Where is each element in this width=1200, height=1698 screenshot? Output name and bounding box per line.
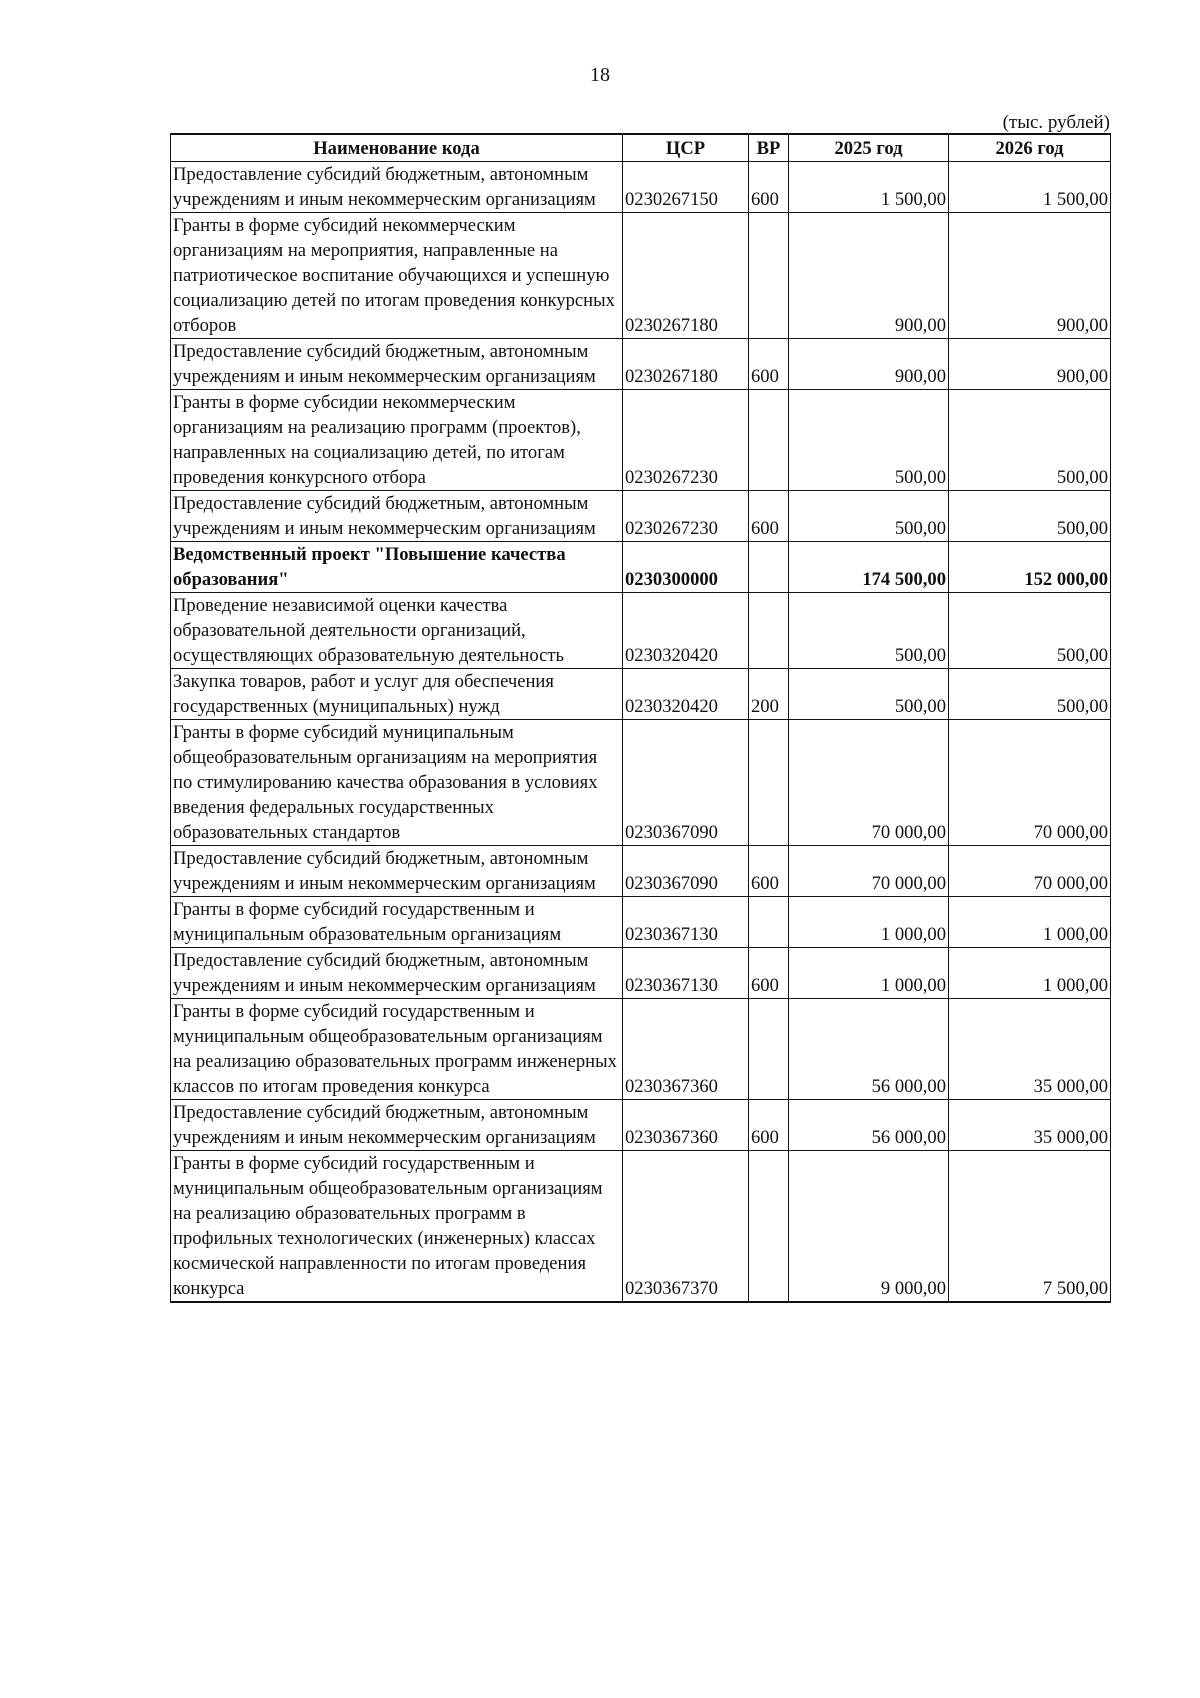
cell-csr: 0230367130 [623,897,749,948]
table-row [171,669,1111,720]
table-row [171,491,1111,542]
cell-vr: 600 [749,948,789,999]
cell-vr [749,999,789,1100]
cell-csr: 0230367370 [623,1151,749,1303]
cell-vr: 200 [749,669,789,720]
cell-2025: 500,00 [789,669,949,720]
table-row [171,948,1111,999]
cell-vr: 600 [749,846,789,897]
cell-2026: 35 000,00 [949,999,1111,1100]
table-row [171,720,1111,846]
page-number: 18 [590,64,610,86]
cell-csr: 0230367090 [623,846,749,897]
cell-2025: 500,00 [789,593,949,669]
table-row [171,1100,1111,1151]
cell-csr: 0230320420 [623,593,749,669]
cell-2025: 500,00 [789,390,949,491]
cell-2025: 56 000,00 [789,1100,949,1151]
table-row [171,593,1111,669]
cell-2025: 9 000,00 [789,1151,949,1303]
table-row [171,1151,1111,1303]
table-row [171,897,1111,948]
cell-vr: 600 [749,1100,789,1151]
cell-name: Предоставление субсидий бюджетным, автономным учреждениям и иным некоммерческим организациям [171,491,623,542]
header-vr: ВР [749,134,789,162]
cell-name: Предоставление субсидий бюджетным, автономным учреждениям и иным некоммерческим организациям [171,339,623,390]
cell-vr [749,720,789,846]
cell-name: Предоставление субсидий бюджетным, автономным учреждениям и иным некоммерческим организациям [171,1100,623,1151]
cell-csr: 0230267230 [623,491,749,542]
cell-2026: 1 000,00 [949,897,1111,948]
cell-csr: 0230267230 [623,390,749,491]
cell-vr: 600 [749,339,789,390]
cell-name: Предоставление субсидий бюджетным, автономным учреждениям и иным некоммерческим организациям [171,162,623,213]
cell-csr: 0230300000 [623,542,749,593]
cell-2026: 500,00 [949,593,1111,669]
table-row [171,542,1111,593]
table-row [171,390,1111,491]
cell-name: Предоставление субсидий бюджетным, автономным учреждениям и иным некоммерческим организациям [171,846,623,897]
cell-2025: 174 500,00 [789,542,949,593]
cell-2025: 1 000,00 [789,948,949,999]
cell-2026: 1 500,00 [949,162,1111,213]
cell-vr [749,897,789,948]
cell-2026: 500,00 [949,669,1111,720]
cell-csr: 0230267180 [623,339,749,390]
cell-name: Гранты в форме субсидий государственным и муниципальным общеобразовательным организациям на реализацию образовательных программ в профильных технологических (инженерных) классах космической направленности по итогам проведения конкурса [171,1151,623,1303]
cell-name: Закупка товаров, работ и услуг для обеспечения государственных (муниципальных) нужд [171,669,623,720]
cell-csr: 0230367360 [623,1100,749,1151]
cell-2026: 70 000,00 [949,846,1111,897]
cell-vr [749,213,789,339]
cell-2025: 56 000,00 [789,999,949,1100]
cell-2026: 152 000,00 [949,542,1111,593]
header-2026: 2026 год [949,134,1111,162]
cell-2025: 70 000,00 [789,720,949,846]
cell-2025: 900,00 [789,213,949,339]
cell-name: Проведение независимой оценки качества образовательной деятельности организаций, осуществляющих образовательную деятельность [171,593,623,669]
cell-csr: 0230267180 [623,213,749,339]
table-row [171,339,1111,390]
table-row [171,846,1111,897]
cell-vr [749,1151,789,1303]
cell-name: Ведомственный проект "Повышение качества образования" [171,542,623,593]
cell-vr [749,593,789,669]
cell-2026: 900,00 [949,213,1111,339]
header-csr: ЦСР [623,134,749,162]
cell-2025: 1 500,00 [789,162,949,213]
table-row [171,213,1111,339]
budget-table [170,133,1111,1303]
header-name: Наименование кода [171,134,623,162]
cell-2026: 35 000,00 [949,1100,1111,1151]
cell-2026: 900,00 [949,339,1111,390]
table-header-row [171,134,1111,162]
cell-2026: 500,00 [949,390,1111,491]
cell-name: Гранты в форме субсидий государственным и муниципальным образовательным организациям [171,897,623,948]
cell-2026: 500,00 [949,491,1111,542]
table-row [171,999,1111,1100]
cell-2026: 70 000,00 [949,720,1111,846]
cell-vr [749,390,789,491]
cell-csr: 0230367130 [623,948,749,999]
table-body [171,162,1111,1303]
cell-name: Гранты в форме субсидии некоммерческим организациям на реализацию программ (проектов), направленных на социализацию детей, по итогам проведения конкурсного отбора [171,390,623,491]
cell-name: Гранты в форме субсидий некоммерческим организациям на мероприятия, направленные на патриотическое воспитание обучающихся и успешную социализацию детей по итогам проведения конкурсных отборов [171,213,623,339]
cell-2026: 7 500,00 [949,1151,1111,1303]
cell-2025: 1 000,00 [789,897,949,948]
cell-2025: 500,00 [789,491,949,542]
cell-2026: 1 000,00 [949,948,1111,999]
cell-2025: 70 000,00 [789,846,949,897]
units-note: (тыс. рублей) [1002,112,1110,133]
cell-csr: 0230320420 [623,669,749,720]
cell-csr: 0230367090 [623,720,749,846]
header-2025: 2025 год [789,134,949,162]
cell-csr: 0230267150 [623,162,749,213]
cell-csr: 0230367360 [623,999,749,1100]
cell-name: Гранты в форме субсидий государственным и муниципальным общеобразовательным организациям на реализацию образовательных программ инженерных классов по итогам проведения конкурса [171,999,623,1100]
cell-name: Гранты в форме субсидий муниципальным общеобразовательным организациям на мероприятия по стимулированию качества образования в условиях введения федеральных государственных образовательных стандартов [171,720,623,846]
cell-vr: 600 [749,491,789,542]
cell-vr [749,542,789,593]
cell-name: Предоставление субсидий бюджетным, автономным учреждениям и иным некоммерческим организациям [171,948,623,999]
table-row [171,162,1111,213]
cell-2025: 900,00 [789,339,949,390]
cell-vr: 600 [749,162,789,213]
